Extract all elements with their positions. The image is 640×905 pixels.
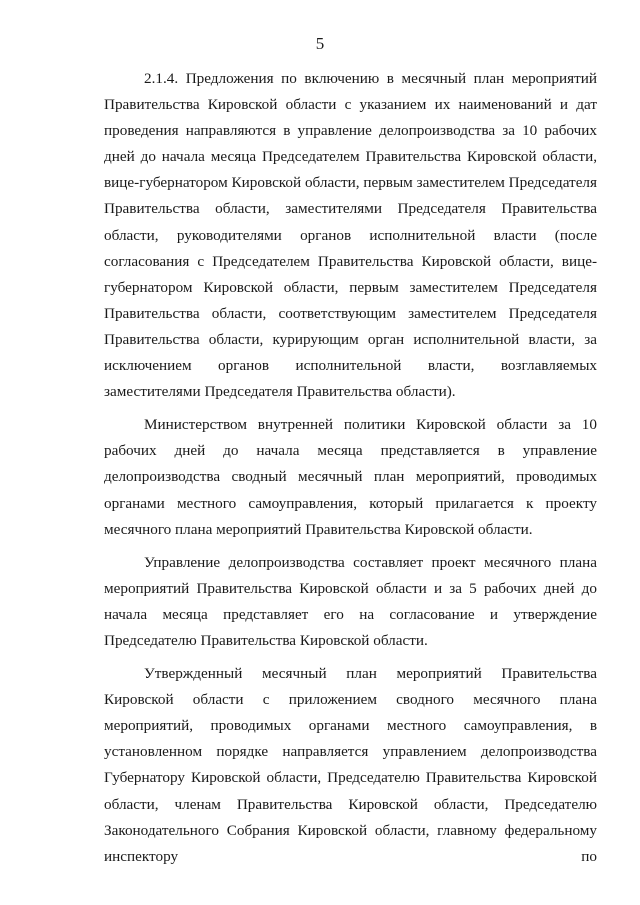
paragraph-ministry: Министерством внутренней политики Кировской области за 10 рабочих дней до начала месяца представляется в управление делопроизводства сводный месячный план мероприятий, проводимых органами местного самоуправления, который прилагается к проекту месячного плана мероприятий Правительства Кировской области. bbox=[104, 416, 597, 538]
document-body bbox=[104, 66, 597, 870]
paragraph-approved-plan: Утвержденный месячный план мероприятий Правительства Кировской области с приложением сводного месячного плана мероприятий, проводимых органами местного самоуправления, в установленном порядке направляется управлением делопроизводства Губернатору Кировской области, Председателю Правительства Кировской области, членам Правительства Кировской области, Председателю Законодательного Собрания Кировской области, главному федеральному инспектору по bbox=[104, 665, 597, 865]
page-number: 5 bbox=[315, 34, 325, 53]
paragraph-records-office: Управление делопроизводства составляет проект месячного плана мероприятий Правительства Кировской области и за 5 рабочих дней до начала месяца представляет его на согласование и утверждение Председателю Правительства Кировской области. bbox=[104, 553, 597, 649]
paragraph-proposals: 2.1.4. Предложения по включению в месячный план мероприятий Правительства Кировской области с указанием их наименований и дат проведения направляются в управление делопроизводства за 10 рабочих дней до начала месяца Председателем Правительства Кировской области, вице-губернатором Кировской области, первым заместителем Председателя Правительства области, заместителями Председателя Правительства области, руководителями органов исполнительной власти (после согласования с Председателем Правительства Кировской области, вице-губернатором Кировской области, первым заместителем Председателя Правительства области, соответствующим заместителем Председателя Правительства области, курирующим орган исполнительной власти, за исключением органов исполнительной власти, возглавляемых заместителями Председателя Правительства области). bbox=[104, 70, 597, 401]
